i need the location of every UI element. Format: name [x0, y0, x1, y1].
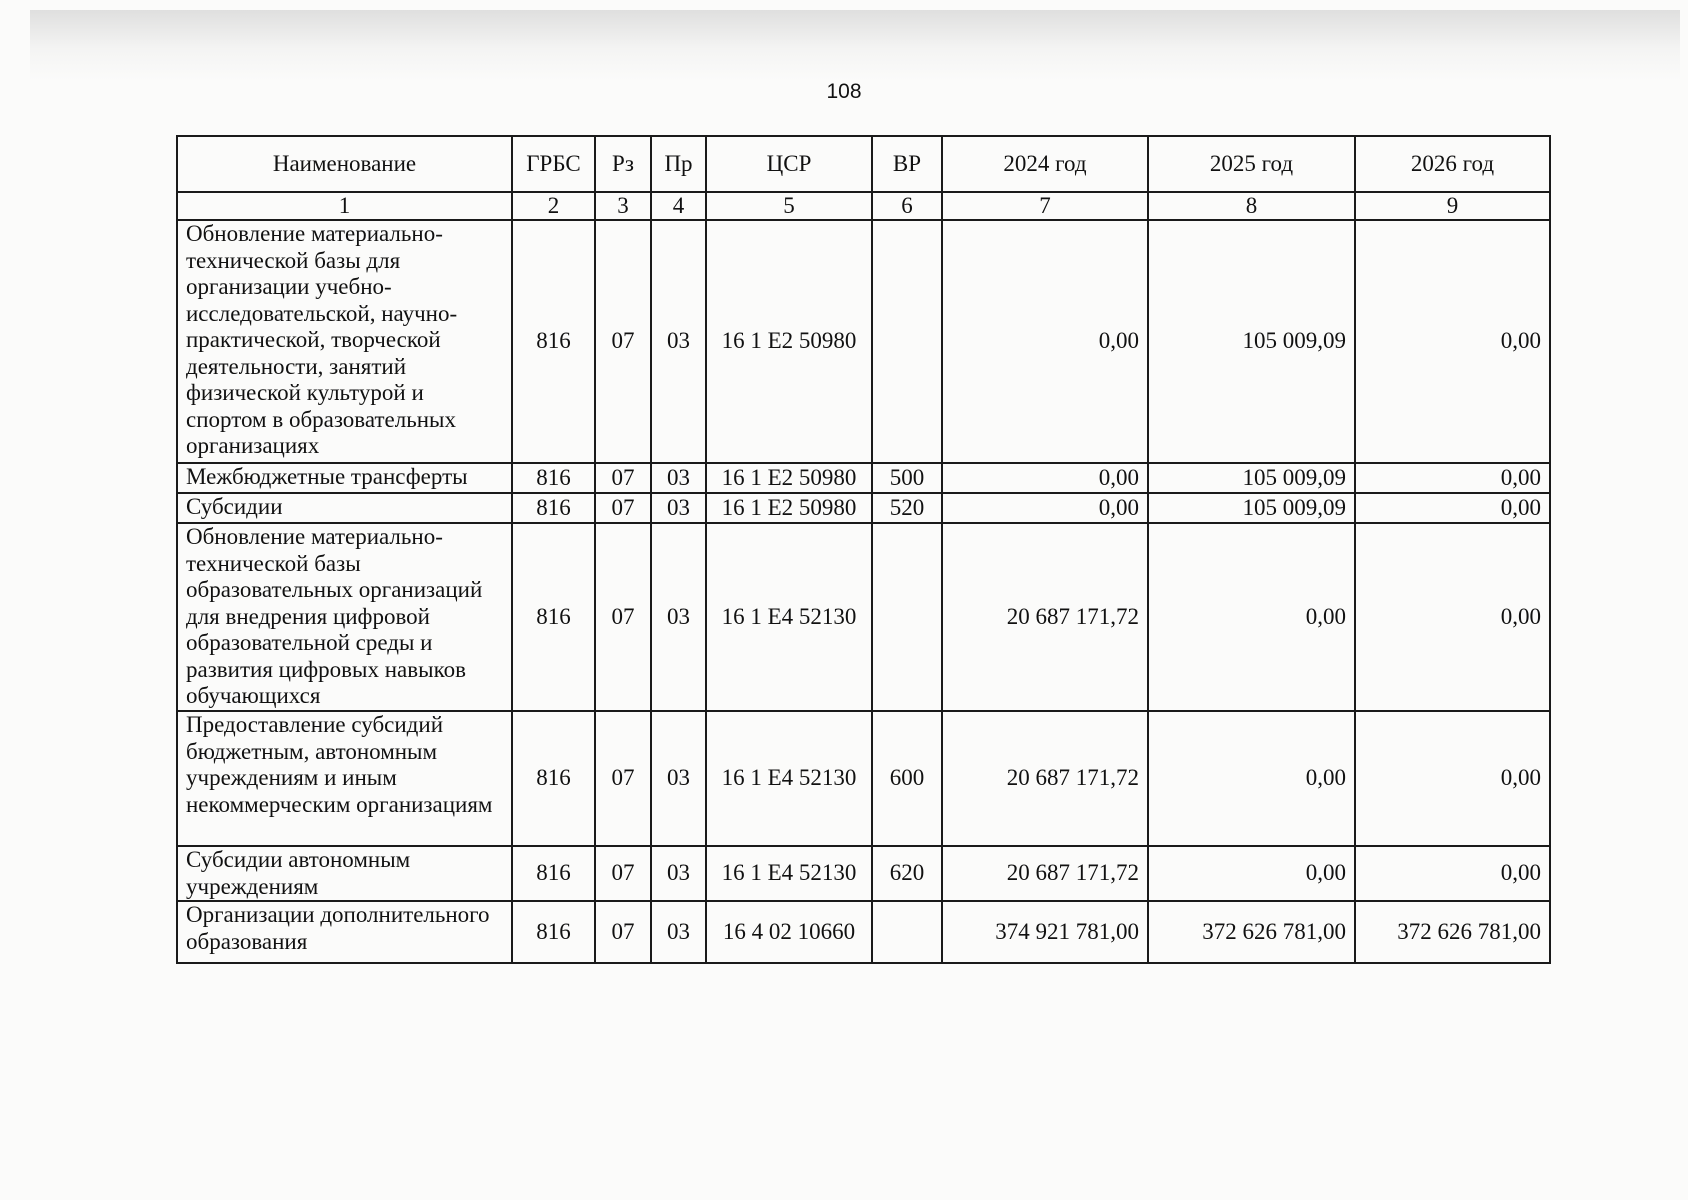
- cell-csr: 16 1 Е2 50980: [706, 493, 872, 523]
- cell-2026: 372 626 781,00: [1355, 901, 1550, 963]
- cell-pr: 03: [651, 901, 706, 963]
- scan-artifact: [30, 10, 1680, 80]
- header-row: [177, 136, 1550, 192]
- header-2026: 2026 год: [1355, 136, 1550, 192]
- cell-vr: [872, 523, 942, 711]
- cell-csr: 16 1 Е2 50980: [706, 463, 872, 493]
- table-row: [177, 711, 1550, 846]
- column-number: 6: [872, 192, 942, 220]
- cell-2026: 0,00: [1355, 493, 1550, 523]
- header-2024: 2024 год: [942, 136, 1148, 192]
- cell-2025: 0,00: [1148, 711, 1355, 846]
- cell-csr: 16 4 02 10660: [706, 901, 872, 963]
- cell-2024: 20 687 171,72: [942, 846, 1148, 901]
- cell-pr: 03: [651, 220, 706, 463]
- cell-grbs: 816: [512, 846, 595, 901]
- cell-2024: 0,00: [942, 493, 1148, 523]
- cell-rz: 07: [595, 220, 651, 463]
- cell-rz: 07: [595, 523, 651, 711]
- header-csr: ЦСР: [706, 136, 872, 192]
- cell-2026: 0,00: [1355, 523, 1550, 711]
- table-row: [177, 523, 1550, 711]
- column-number: 1: [177, 192, 512, 220]
- cell-2025: 105 009,09: [1148, 220, 1355, 463]
- budget-table: [176, 135, 1551, 964]
- table-row: [177, 463, 1550, 493]
- table-row: [177, 220, 1550, 463]
- header-rz: Рз: [595, 136, 651, 192]
- cell-grbs: 816: [512, 901, 595, 963]
- cell-vr: 500: [872, 463, 942, 493]
- cell-name: Субсидии: [177, 493, 512, 523]
- cell-name: Субсидии автономным учреждениям: [177, 846, 512, 901]
- cell-2024: 0,00: [942, 220, 1148, 463]
- header-2025: 2025 год: [1148, 136, 1355, 192]
- column-number: 8: [1148, 192, 1355, 220]
- cell-csr: 16 1 Е4 52130: [706, 523, 872, 711]
- cell-csr: 16 1 Е2 50980: [706, 220, 872, 463]
- cell-grbs: 816: [512, 493, 595, 523]
- column-number: 7: [942, 192, 1148, 220]
- cell-2025: 0,00: [1148, 523, 1355, 711]
- cell-vr: [872, 220, 942, 463]
- page-number: 108: [826, 80, 862, 103]
- cell-name: Обновление материально-технической базы для организации учебно-исследовательской, научно-практической, творческой деятельности, занятий физической культурой и спортом в образовательных организациях: [177, 220, 512, 463]
- cell-csr: 16 1 Е4 52130: [706, 711, 872, 846]
- header-pr: Пр: [651, 136, 706, 192]
- cell-rz: 07: [595, 901, 651, 963]
- cell-grbs: 816: [512, 523, 595, 711]
- cell-rz: 07: [595, 711, 651, 846]
- cell-pr: 03: [651, 463, 706, 493]
- column-number: 5: [706, 192, 872, 220]
- cell-grbs: 816: [512, 463, 595, 493]
- column-number: 9: [1355, 192, 1550, 220]
- table-row: [177, 493, 1550, 523]
- table-row: [177, 846, 1550, 901]
- cell-2026: 0,00: [1355, 711, 1550, 846]
- cell-pr: 03: [651, 711, 706, 846]
- cell-name: Организации дополнительного образования: [177, 901, 512, 963]
- cell-2026: 0,00: [1355, 220, 1550, 463]
- cell-grbs: 816: [512, 220, 595, 463]
- cell-rz: 07: [595, 493, 651, 523]
- cell-rz: 07: [595, 463, 651, 493]
- cell-2025: 0,00: [1148, 846, 1355, 901]
- cell-vr: 600: [872, 711, 942, 846]
- cell-2025: 105 009,09: [1148, 463, 1355, 493]
- cell-2026: 0,00: [1355, 846, 1550, 901]
- cell-2025: 372 626 781,00: [1148, 901, 1355, 963]
- cell-pr: 03: [651, 493, 706, 523]
- cell-2025: 105 009,09: [1148, 493, 1355, 523]
- cell-2026: 0,00: [1355, 463, 1550, 493]
- cell-2024: 20 687 171,72: [942, 711, 1148, 846]
- header-name: Наименование: [177, 136, 512, 192]
- cell-rz: 07: [595, 846, 651, 901]
- cell-name: Обновление материально-технической базы образовательных организаций для внедрения цифровой образовательной среды и развития цифровых навыков обучающихся: [177, 523, 512, 711]
- cell-pr: 03: [651, 523, 706, 711]
- header-grbs: ГРБС: [512, 136, 595, 192]
- cell-vr: [872, 901, 942, 963]
- cell-vr: 520: [872, 493, 942, 523]
- cell-2024: 374 921 781,00: [942, 901, 1148, 963]
- column-number: 3: [595, 192, 651, 220]
- cell-csr: 16 1 Е4 52130: [706, 846, 872, 901]
- cell-name: Межбюджетные трансферты: [177, 463, 512, 493]
- cell-grbs: 816: [512, 711, 595, 846]
- table-row: [177, 901, 1550, 963]
- cell-vr: 620: [872, 846, 942, 901]
- column-number-row: [177, 192, 1550, 220]
- cell-2024: 20 687 171,72: [942, 523, 1148, 711]
- column-number: 2: [512, 192, 595, 220]
- cell-name: Предоставление субсидий бюджетным, автономным учреждениям и иным некоммерческим организациям: [177, 711, 512, 846]
- header-vr: ВР: [872, 136, 942, 192]
- column-number: 4: [651, 192, 706, 220]
- cell-2024: 0,00: [942, 463, 1148, 493]
- cell-pr: 03: [651, 846, 706, 901]
